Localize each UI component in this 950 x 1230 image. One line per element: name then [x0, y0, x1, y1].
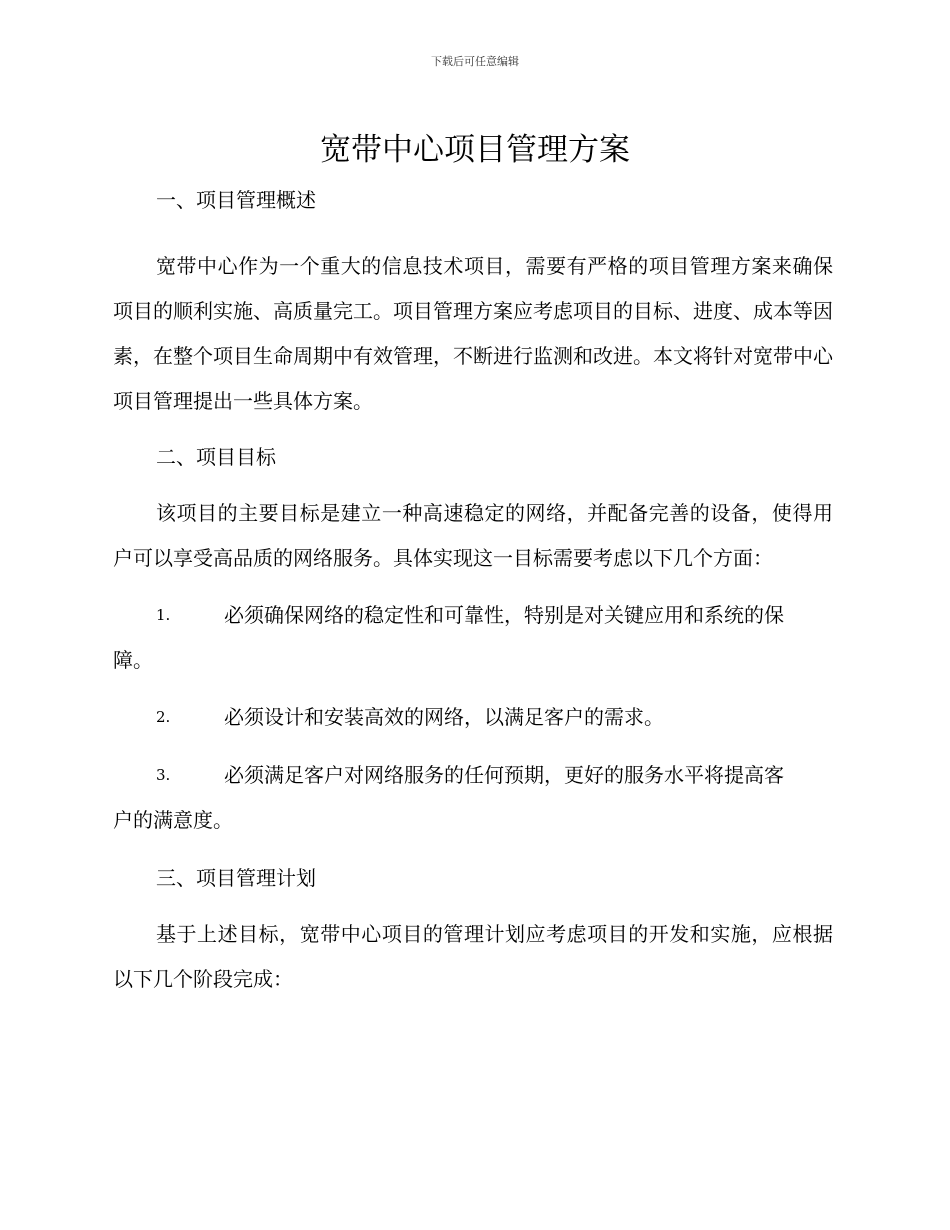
section-heading-overview: 一、项目管理概述: [156, 188, 316, 212]
list-item-text: 必须满足客户对网络服务的任何预期，更好的服务水平将提高客: [224, 763, 784, 787]
list-item-text: 必须确保网络的稳定性和可靠性，特别是对关键应用和系统的保: [224, 603, 784, 627]
list-item-2: [113, 695, 833, 740]
list-item-1: [113, 593, 833, 683]
document-title: 宽带中心项目管理方案: [320, 132, 630, 168]
section-heading-plan: 三、项目管理计划: [156, 866, 316, 890]
list-item-3: [113, 753, 833, 843]
list-number: 3.: [156, 766, 171, 784]
list-item-text: 必须设计和安装高效的网络，以满足客户的需求。: [224, 705, 664, 729]
section-heading-goals: 二、项目目标: [156, 445, 276, 469]
paragraph-overview: 宽带中心作为一个重大的信息技术项目，需要有严格的项目管理方案来确保项目的顺利实施、高质量完工。项目管理方案应考虑项目的目标、进度、成本等因素，在整个项目生命周期中有效管理，不断进行监测和改进。本文将针对宽带中心项目管理提出一些具体方案。: [113, 254, 833, 413]
list-item-text-continued: 障。: [113, 648, 153, 672]
paragraph-plan: 基于上述目标，宽带中心项目的管理计划应考虑项目的开发和实施，应根据以下几个阶段完成：: [113, 922, 833, 991]
list-item-text-continued: 户的满意度。: [113, 808, 233, 832]
paragraph-goals: 该项目的主要目标是建立一种高速稳定的网络，并配备完善的设备，使得用户可以享受高品质的网络服务。具体实现这一目标需要考虑以下几个方面：: [113, 501, 833, 570]
document-body: [113, 178, 833, 1002]
page-header-note: 下载后可任意编辑: [431, 55, 519, 68]
list-number: 2.: [156, 708, 171, 726]
list-number: 1.: [156, 606, 171, 624]
